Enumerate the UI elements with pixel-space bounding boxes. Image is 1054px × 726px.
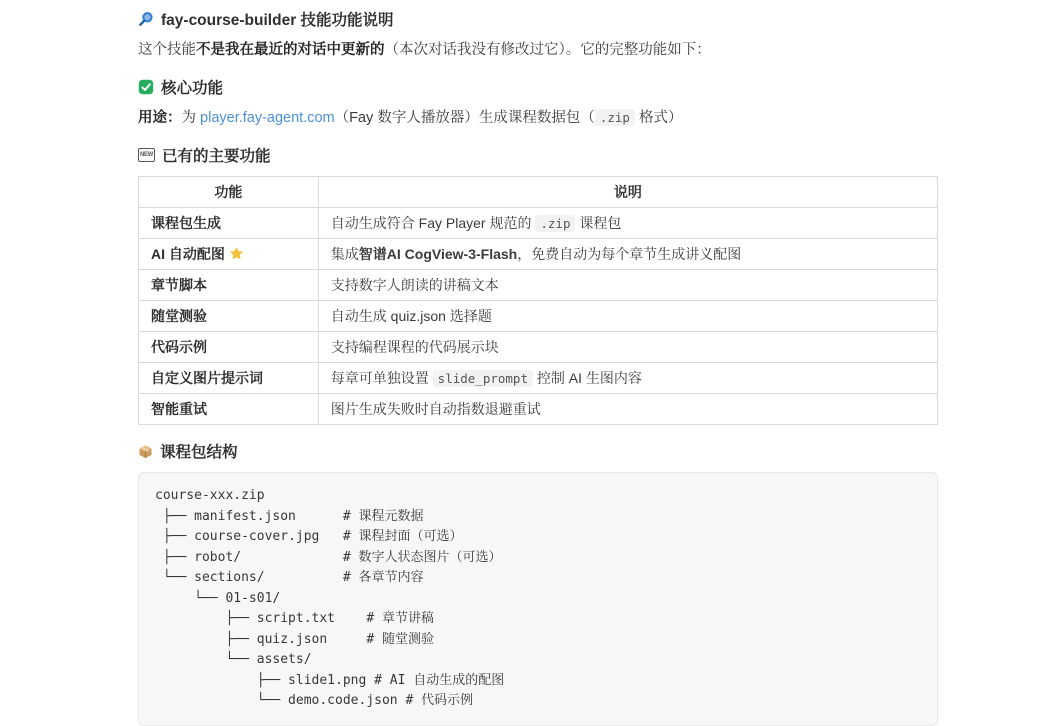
document-body [138,8,938,726]
page-title-text: fay-course-builder 技能功能说明 [161,12,394,29]
feature-name: 自定义图片提示词 [151,370,263,387]
star-icon [229,246,244,261]
table-row [139,363,938,394]
intro-post: （本次对话我没有修改过它）。它的完整功能如下： [384,42,711,58]
package-icon [138,444,153,459]
feature-desc: 每章可单独设置 [330,370,433,387]
feature-desc-post: 控制 AI 生图内容 [532,370,642,387]
section-heading-features-text: 已有的主要功能 [162,148,271,166]
table-row [139,332,938,363]
code-block [138,472,938,726]
usage-post: 格式） [634,110,683,127]
section-heading-core [138,76,938,98]
feature-name: 章节脚本 [151,277,207,294]
feature-name: 代码示例 [151,339,207,356]
code-line: └── demo.code.json # 代码示例 [155,693,474,709]
code-line: ├── robot/ # 数字人状态图片（可选） [155,549,502,565]
feature-desc-code: .zip [535,215,575,232]
feature-desc: 自动生成 quiz.json 选择题 [330,308,492,325]
feature-name: 课程包生成 [151,215,221,232]
zip-inline-code: .zip [595,109,635,126]
feature-desc-code: slide_prompt [433,370,533,387]
code-line: └── sections/ # 各章节内容 [155,570,424,586]
table-header-feature: 功能 [139,177,319,208]
section-heading-features [138,144,938,166]
usage-line [138,108,938,129]
code-line: ├── script.txt # 章节讲稿 [155,611,434,627]
section-heading-structure-text: 课程包结构 [160,444,238,462]
code-line: └── assets/ [155,652,312,668]
feature-desc: 支持编程课程的代码展示块 [330,339,499,356]
code-line: ├── slide1.png # AI 自动生成的配图 [155,672,505,688]
code-line: ├── course-cover.jpg # 课程封面（可选） [155,529,463,545]
code-line: ├── manifest.json # 课程元数据 [155,508,424,524]
table-row [139,301,938,332]
new-icon: NEW [138,148,155,162]
page-title [138,8,938,30]
usage-mid: （Fay 数字人播放器）生成课程数据包（ [334,110,595,127]
code-line: └── 01-s01/ [155,590,281,606]
feature-desc: 自动生成符合 Fay Player 规范的 [330,215,536,232]
feature-name: 智能重试 [151,401,207,418]
fay-agent-link[interactable]: player.fay-agent.com [200,110,335,127]
feature-desc: 图片生成失败时自动指数退避重试 [330,401,541,418]
code-line: course-xxx.zip [155,488,265,504]
section-heading-structure [138,440,938,462]
feature-name: AI 自动配图 [151,246,225,263]
magnifier-icon [138,11,154,27]
table-row [139,270,938,301]
table-header-description: 说明 [318,177,937,208]
feature-desc: 集成 [330,246,359,263]
intro-bold: 不是我在最近的对话中更新的 [196,42,385,58]
table-row [139,239,938,270]
check-icon [138,79,154,95]
features-table [138,176,938,425]
intro-paragraph [138,40,938,61]
feature-desc-post: 课程包 [575,215,622,232]
table-header-row [139,177,938,208]
intro-pre: 这个技能 [138,42,196,58]
feature-desc: 支持数字人朗读的讲稿文本 [330,277,499,294]
usage-label: 用途： [138,110,182,127]
feature-desc-bold: 智谱AI CogView-3-Flash [358,246,518,263]
feature-desc-post: ，免费自动为每个章节生成讲义配图 [517,246,742,263]
feature-name: 随堂测验 [151,308,207,325]
usage-pre: 为 [181,110,201,127]
table-row [139,208,938,239]
code-line: ├── quiz.json # 随堂测验 [155,631,434,647]
table-row [139,394,938,425]
section-heading-core-text: 核心功能 [161,80,224,98]
